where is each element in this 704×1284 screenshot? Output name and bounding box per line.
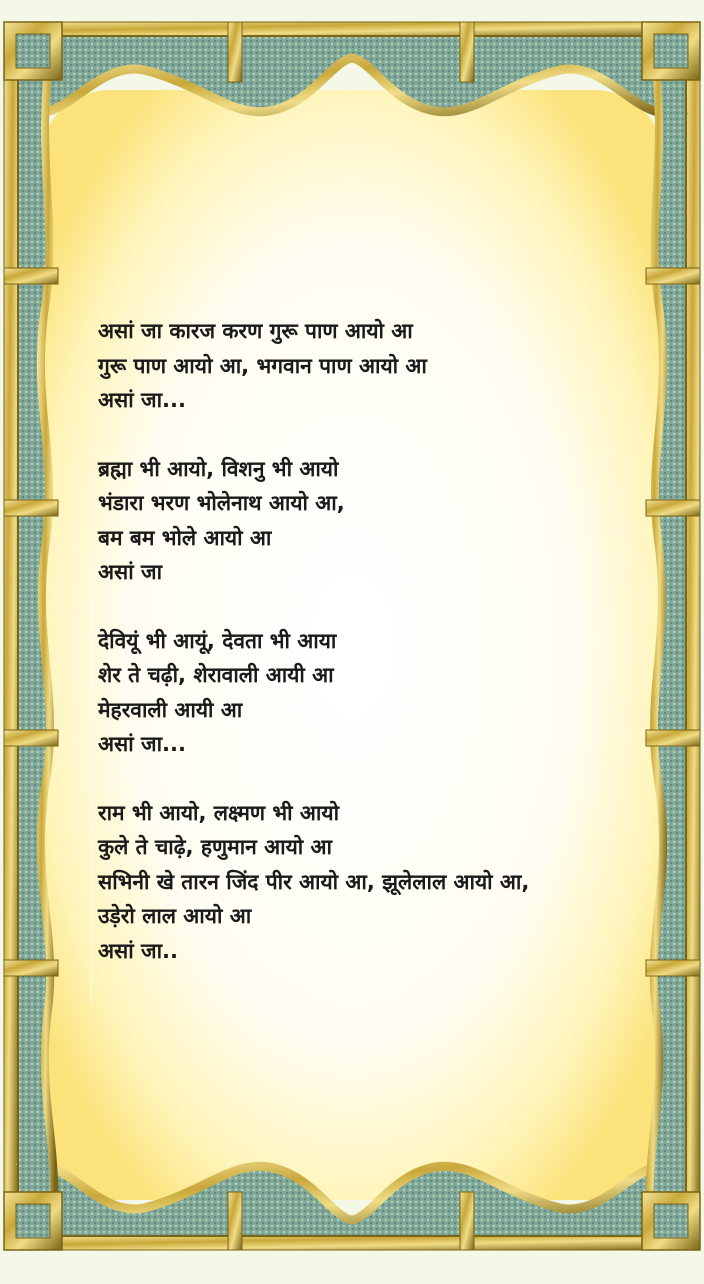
poem-line: असां जा कारज करण गुरू पाण आयो आ	[98, 319, 413, 343]
poem-line: असां जा..	[98, 938, 178, 963]
stanza-2	[98, 452, 658, 590]
stanza-4	[98, 796, 658, 969]
poem-line: कुले ते चाढ़े, हणुमान आयो आ	[98, 835, 332, 859]
poem-line: असां जा...	[98, 388, 186, 412]
poem-line: बम बम भोले आयो आ	[98, 525, 272, 550]
poem-line: शेर ते चढ़ी, शेरावाली आयी आ	[98, 663, 334, 687]
poem-line: गुरू पाण आयो आ, भगवान पाण आयो आ	[98, 353, 427, 378]
poem-line: राम भी आयो, लक्ष्मण भी आयो	[98, 800, 340, 825]
poem-line: मेहरवाली आयी आ	[98, 697, 243, 722]
margin-rule	[91, 560, 92, 1005]
poem	[98, 314, 658, 1002]
poem-line: भंडारा भरण भोलेनाथ आयो आ,	[98, 491, 345, 515]
poem-line: असां जा...	[98, 732, 186, 756]
poem-line: ब्रह्मा भी आयो, विशनु भी आयो	[98, 456, 339, 481]
stanza-3	[98, 624, 658, 762]
stanza-1	[98, 314, 658, 418]
poem-line: देवियूं भी आयूं, देवता भी आया	[98, 628, 337, 653]
poem-line: सभिनी खे तारन जिंद पीर आयो आ, झूलेलाल आयो आ,	[98, 869, 530, 894]
poem-line: असां जा	[98, 560, 163, 584]
poem-line: उड़ेरो लाल आयो आ	[98, 904, 252, 928]
